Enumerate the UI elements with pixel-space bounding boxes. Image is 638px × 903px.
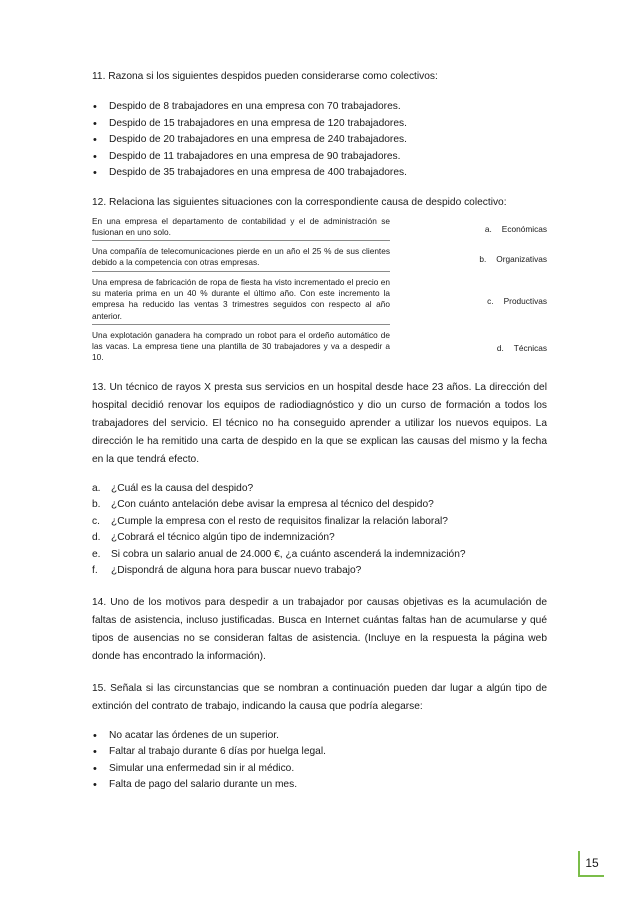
document-page [92, 68, 547, 794]
list-item: e. Si cobra un salario anual de 24.000 €, ¿a cuánto ascenderá la indemnización? [92, 548, 466, 560]
question-12: 12. Relaciona las siguientes situaciones con la correspondiente causa de despido colectivo: [92, 196, 507, 208]
list-item: a. ¿Cuál es la causa del despido? [92, 482, 254, 494]
list-item: • No acatar las órdenes de un superior. [92, 728, 547, 745]
match-row [92, 275, 547, 328]
question-11: 11. Razona si los siguientes despidos pueden considerarse como colectivos: [92, 71, 438, 82]
question-14: 14. Uno de los motivos para despedir a un trabajador por causas objetivas es la acumulación de faltas de asistencia, incluso justificadas. Busca en Internet cuántas faltas han de acumularse y qué tipos de ausencias no se consideran faltas de asistencia. (Incluye en la respuesta la página web donde has encontrado la información). [92, 596, 547, 662]
list-item: c. ¿Cumple la empresa con el resto de requisitos finalizar la relación laboral? [92, 515, 448, 527]
q15-list [92, 728, 547, 794]
list-item: • Despido de 8 trabajadores en una empresa con 70 trabajadores. [92, 99, 547, 116]
question-13: 13. Un técnico de rayos X presta sus servicios en un hospital desde hace 23 años. La dirección del hospital decidió renovar los equipos de radiodiagnóstico y dio un curso de formación a todos los trabajadores del servicio. El técnico no ha conseguido aprender a utilizar los nuevos equipos. La dirección le ha remitido una carta de despido en la que se explican las causas del mismo y la fecha en la que tendrá efecto. [92, 381, 547, 465]
list-item: • Despido de 35 trabajadores en una empresa de 400 trabajadores. [92, 165, 547, 182]
cause-option: b. Organizativas [479, 254, 547, 265]
situation-text: En una empresa el departamento de contabilidad y el de administración se fusionan en uno solo. [92, 214, 390, 242]
cause-option: a. Económicas [484, 223, 547, 234]
q13-list [92, 481, 547, 580]
list-item: • Faltar al trabajo durante 6 días por huelga legal. [92, 744, 547, 761]
list-item: • Falta de pago del salario durante un mes. [92, 777, 547, 794]
list-item: d. ¿Cobrará el técnico algún tipo de indemnización? [92, 532, 335, 544]
match-row [92, 328, 547, 369]
list-item: • Simular una enfermedad sin ir al médico. [92, 761, 547, 778]
q11-list [92, 99, 547, 182]
q12-match-table [92, 214, 547, 369]
list-item: f. ¿Dispondrá de alguna hora para buscar nuevo trabajo? [92, 565, 362, 577]
cause-option: d. Técnicas [496, 343, 547, 354]
list-item: • Despido de 20 trabajadores en una empresa de 240 trabajadores. [92, 132, 547, 149]
list-item: • Despido de 15 trabajadores en una empresa de 120 trabajadores. [92, 116, 547, 133]
cause-option: c. Productivas [487, 296, 547, 307]
match-row [92, 244, 547, 275]
match-row [92, 214, 547, 245]
situation-text: Una empresa de fabricación de ropa de fiesta ha visto incrementado el precio en su materia prima en un 40 % durante el último año. Con este incremento la empresa ha reducido las ventas 3 trimestres seguidos con respecto al año anterior. [92, 275, 390, 325]
situation-text: Una explotación ganadera ha comprado un robot para el ordeño automático de las vacas. La empresa tiene una plantilla de 30 trabajadores y va a despedir a 10. [92, 329, 390, 363]
list-item: b. ¿Con cuánto antelación debe avisar la empresa al técnico del despido? [92, 499, 434, 511]
question-15: 15. Señala si las circunstancias que se nombran a continuación pueden dar lugar a algún tipo de extinción del contrato de trabajo, indicando la causa que podría alegarse: [92, 682, 547, 712]
situation-text: Una compañía de telecomunicaciones pierde en un año el 25 % de sus clientes debido a la competencia con otras empresas. [92, 244, 390, 272]
page-number: 15 [578, 851, 604, 877]
list-item: • Despido de 11 trabajadores en una empresa de 90 trabajadores. [92, 149, 547, 166]
